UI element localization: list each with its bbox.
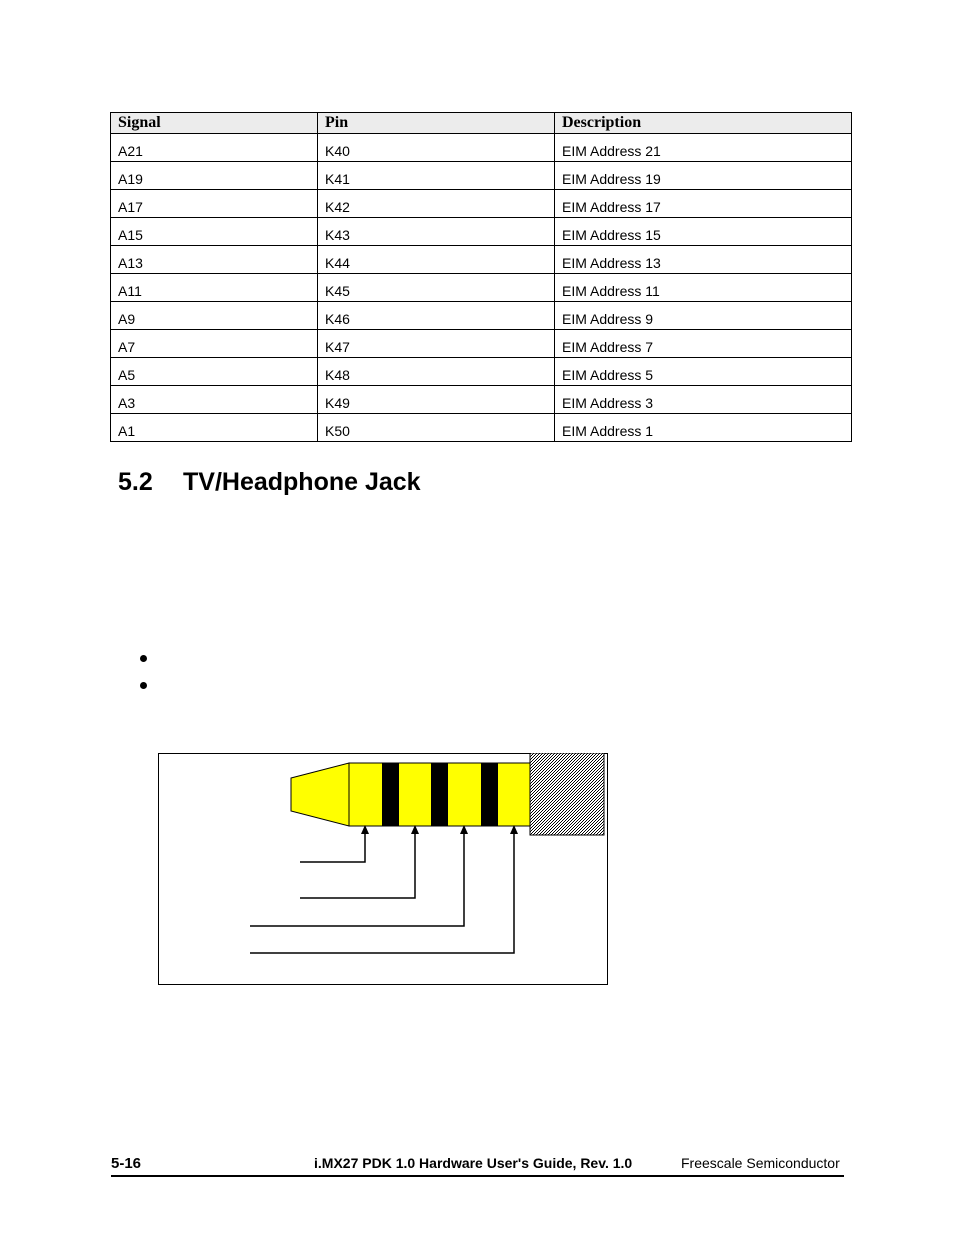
cell-description: EIM Address 19 (555, 162, 852, 190)
cell-description: EIM Address 3 (555, 386, 852, 414)
table-row (111, 302, 852, 330)
pointer-line (300, 832, 415, 898)
insulator-ring (431, 763, 448, 826)
cell-signal: A7 (111, 330, 318, 358)
cell-signal: A3 (111, 386, 318, 414)
plug-tip (291, 763, 349, 826)
cell-pin: K40 (318, 134, 555, 162)
pointer-line (250, 832, 464, 926)
table-row (111, 358, 852, 386)
column-header-signal: Signal (111, 113, 318, 134)
pointer-line (300, 832, 365, 862)
cell-pin: K50 (318, 414, 555, 442)
table-row (111, 274, 852, 302)
table-header-row (111, 113, 852, 134)
footer-page-number: 5-16 (111, 1155, 142, 1172)
column-header-description: Description (555, 113, 852, 134)
cell-description: EIM Address 9 (555, 302, 852, 330)
table-row (111, 330, 852, 358)
cell-description: EIM Address 13 (555, 246, 852, 274)
cell-description: EIM Address 15 (555, 218, 852, 246)
cell-pin: K43 (318, 218, 555, 246)
cell-description: EIM Address 17 (555, 190, 852, 218)
cell-pin: K47 (318, 330, 555, 358)
cell-description: EIM Address 7 (555, 330, 852, 358)
insulator-ring (382, 763, 399, 826)
cell-description: EIM Address 21 (555, 134, 852, 162)
plug-cap (530, 753, 604, 835)
column-header-pin: Pin (318, 113, 555, 134)
cell-pin: K44 (318, 246, 555, 274)
cell-description: EIM Address 11 (555, 274, 852, 302)
section-heading (118, 468, 421, 497)
table-row (111, 414, 852, 442)
cell-signal: A17 (111, 190, 318, 218)
bullet-point (140, 655, 147, 662)
cell-pin: K48 (318, 358, 555, 386)
table-row (111, 134, 852, 162)
cell-pin: K41 (318, 162, 555, 190)
cell-signal: A9 (111, 302, 318, 330)
footer-company-name: Freescale Semiconductor (681, 1155, 840, 1171)
headphone-jack-diagram (158, 753, 609, 986)
cell-signal: A15 (111, 218, 318, 246)
signal-pin-table (110, 112, 852, 442)
footer-document-title: i.MX27 PDK 1.0 Hardware User's Guide, Rev. 1.0 (314, 1155, 633, 1171)
cell-signal: A21 (111, 134, 318, 162)
footer-divider (111, 1175, 844, 1177)
cell-signal: A1 (111, 414, 318, 442)
table-row (111, 386, 852, 414)
section-title: TV/Headphone Jack (183, 468, 421, 496)
bullet-point (140, 682, 147, 689)
table-row (111, 246, 852, 274)
cell-signal: A11 (111, 274, 318, 302)
cell-signal: A19 (111, 162, 318, 190)
cell-pin: K45 (318, 274, 555, 302)
cell-pin: K42 (318, 190, 555, 218)
insulator-ring (481, 763, 498, 826)
cell-pin: K46 (318, 302, 555, 330)
cell-pin: K49 (318, 386, 555, 414)
section-number: 5.2 (118, 468, 153, 496)
cell-signal: A5 (111, 358, 318, 386)
cell-description: EIM Address 5 (555, 358, 852, 386)
pointer-line (250, 832, 514, 953)
table-row (111, 162, 852, 190)
table-row (111, 218, 852, 246)
cell-signal: A13 (111, 246, 318, 274)
table-row (111, 190, 852, 218)
cell-description: EIM Address 1 (555, 414, 852, 442)
